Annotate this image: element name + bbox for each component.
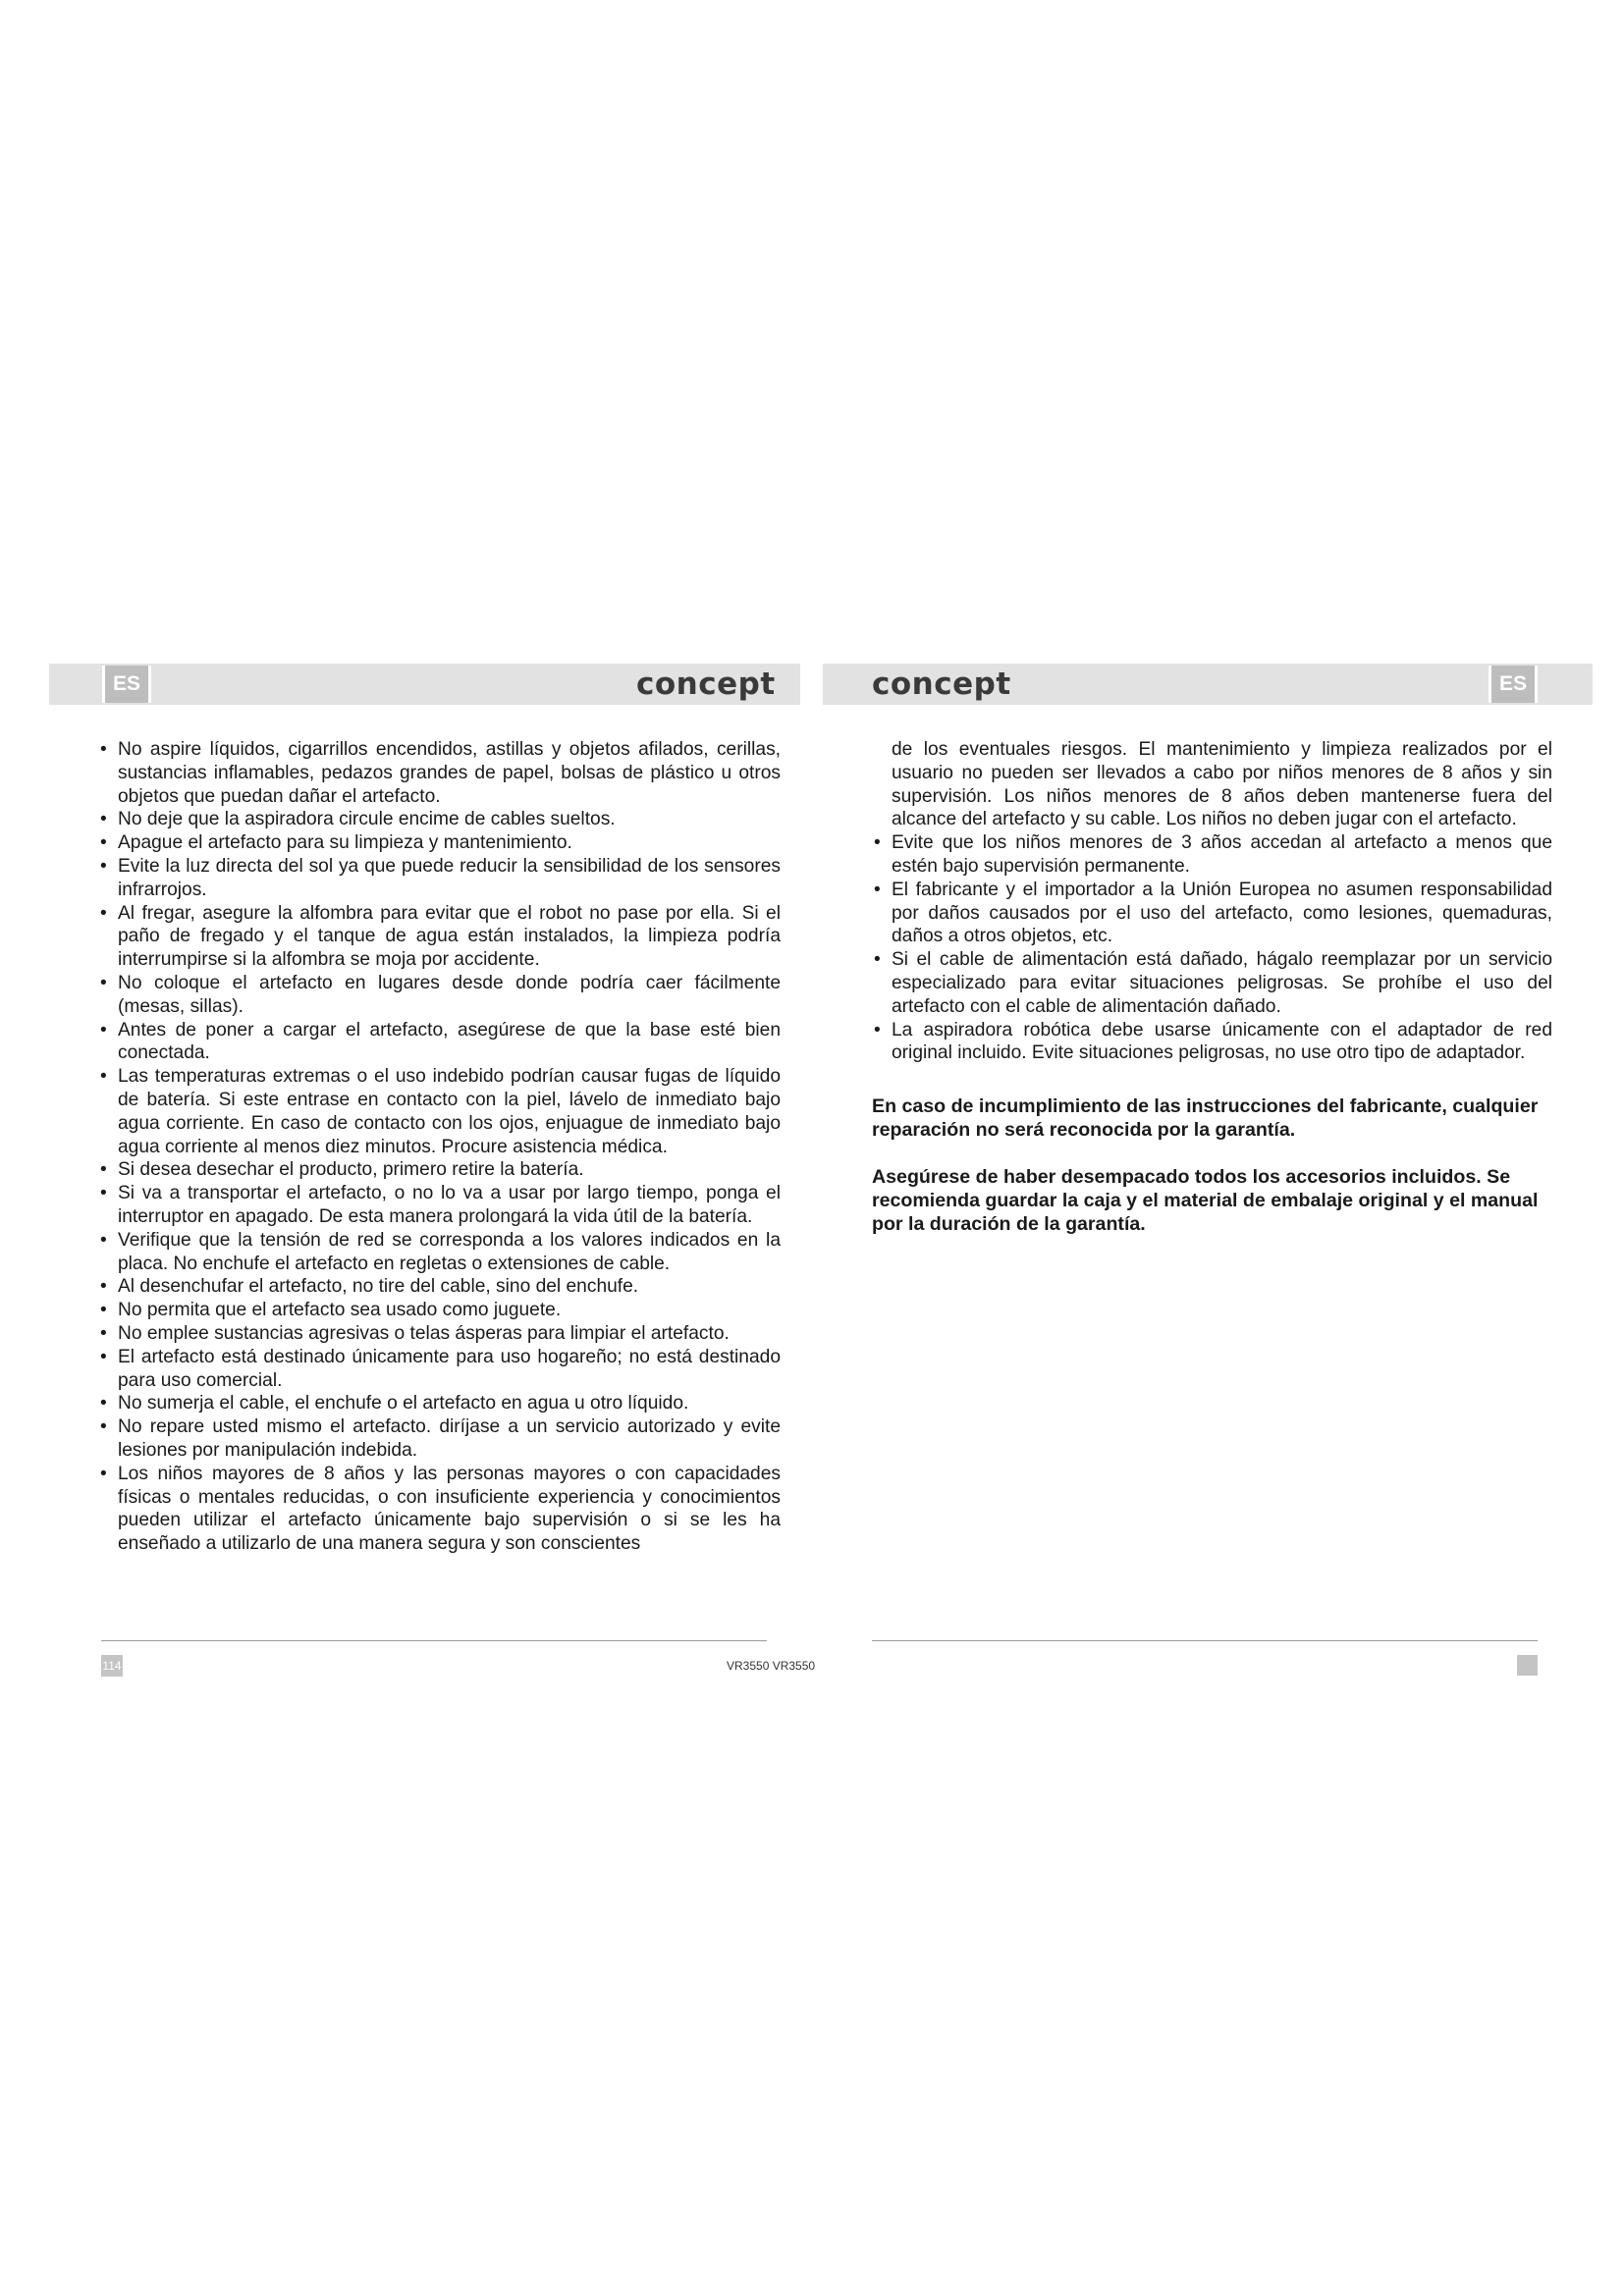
list-item: • No deje que la aspiradora circule encime de cables sueltos. <box>98 808 781 831</box>
list-item: • No permita que el artefacto sea usado como juguete. <box>98 1299 781 1322</box>
left-column <box>98 738 781 1556</box>
safety-list-right <box>872 831 1552 1065</box>
footer-divider-left <box>101 1640 767 1641</box>
language-tab-left: ES <box>102 666 151 703</box>
list-item-continuation: de los eventuales riesgos. El mantenimiento y limpieza realizados por el usuario no pueden ser llevados a cabo por niños menores de 8 años y sin supervisión. Los niños menores de 8 años deben mantenerse fuera del alcance del artefacto y su cable. Los niños no deben jugar con el artefacto. <box>892 739 1552 830</box>
model-number: VR3550 VR3550 <box>727 1659 816 1673</box>
list-item: • Si va a transportar el artefacto, o no lo va a usar por largo tiempo, ponga el interruptor en apagado. De esta manera prolongará la vida útil de la batería. <box>98 1182 781 1229</box>
list-item: • El fabricante y el importador a la Unión Europea no asumen responsabilidad por daños causados por el uso del artefacto, como lesiones, quemaduras, daños a otros objetos, etc. <box>872 879 1552 948</box>
list-item: • Las temperaturas extremas o el uso indebido podrían causar fugas de líquido de batería. Si este entrase en contacto con la piel, lávelo de inmediato bajo agua corriente. En caso de contacto con los ojos, enjuague de inmediato bajo agua corriente al menos diez minutos. Procure asistencia médica. <box>98 1065 781 1158</box>
list-item: • Evite que los niños menores de 3 años accedan al artefacto a menos que estén bajo supervisión permanente. <box>872 831 1552 879</box>
language-tab-right: ES <box>1489 666 1538 703</box>
page-number: 114 <box>101 1655 123 1677</box>
list-item: • Los niños mayores de 8 años y las personas mayores o con capacidades físicas o mentales reducidas, o con insuficiente experiencia y conocimientos pueden utilizar el artefacto únicamente bajo supervisión o si se les ha enseñado a utilizarlo de una manera segura y son conscientes <box>98 1463 781 1556</box>
list-item: • Verifique que la tensión de red se corresponda a los valores indicados en la placa. No enchufe el artefacto en regletas o extensiones de cable. <box>98 1229 781 1276</box>
list-item: • Al desenchufar el artefacto, no tire del cable, sino del enchufe. <box>98 1275 781 1299</box>
list-item: • Apague el artefacto para su limpieza y mantenimiento. <box>98 831 781 855</box>
list-item: • Evite la luz directa del sol ya que puede reducir la sensibilidad de los sensores infrarrojos. <box>98 855 781 902</box>
list-item: • La aspiradora robótica debe usarse únicamente con el adaptador de red original incluido. Evite situaciones peligrosas, no use otro tipo de adaptador. <box>872 1019 1552 1066</box>
list-item: • Antes de poner a cargar el artefacto, asegúrese de que la base esté bien conectada. <box>98 1019 781 1066</box>
brand-logo-right: concept <box>872 667 1011 702</box>
brand-logo-left: concept <box>636 667 776 702</box>
list-item: • El artefacto está destinado únicamente para uso hogareño; no está destinado para uso comercial. <box>98 1346 781 1393</box>
packaging-notice: Asegúrese de haber desempacado todos los accesorios incluidos. Se recomienda guardar la caja y el material de embalaje original y el manual por la duración de la garantía. <box>872 1166 1539 1236</box>
list-item: • No coloque el artefacto en lugares desde donde podría caer fácilmente (mesas, sillas). <box>98 972 781 1019</box>
list-item: • No sumerja el cable, el enchufe o el artefacto en agua u otro líquido. <box>98 1392 781 1415</box>
safety-list-left <box>98 738 781 1556</box>
list-item: • Si el cable de alimentación está dañado, hágalo reemplazar por un servicio especializado para evitar situaciones peligrosas. Se prohíbe el uso del artefacto con el cable de alimentación dañado. <box>872 948 1552 1018</box>
list-item: • No emplee sustancias agresivas o telas ásperas para limpiar el artefacto. <box>98 1322 781 1346</box>
list-item: • No repare usted mismo el artefacto. diríjase a un servicio autorizado y evite lesiones por manipulación indebida. <box>98 1415 781 1463</box>
list-item: • No aspire líquidos, cigarrillos encendidos, astillas y objetos afilados, cerillas, sustancias inflamables, pedazos grandes de papel, bolsas de plástico u otros objetos que puedan dañar el artefacto. <box>98 738 781 808</box>
list-item: • Al fregar, asegure la alfombra para evitar que el robot no pase por ella. Si el paño de fregado y el tanque de agua están instalados, la limpieza podría interrumpirse si la alfombra se moja por accidente. <box>98 902 781 972</box>
list-item: • Si desea desechar el producto, primero retire la batería. <box>98 1158 781 1182</box>
page-number-box-right <box>1517 1655 1538 1676</box>
footer-divider-right <box>872 1640 1538 1641</box>
warranty-notice: En caso de incumplimiento de las instrucciones del fabricante, cualquier reparación no será reconocida por la garantía. <box>872 1095 1539 1142</box>
right-column <box>872 738 1552 1236</box>
